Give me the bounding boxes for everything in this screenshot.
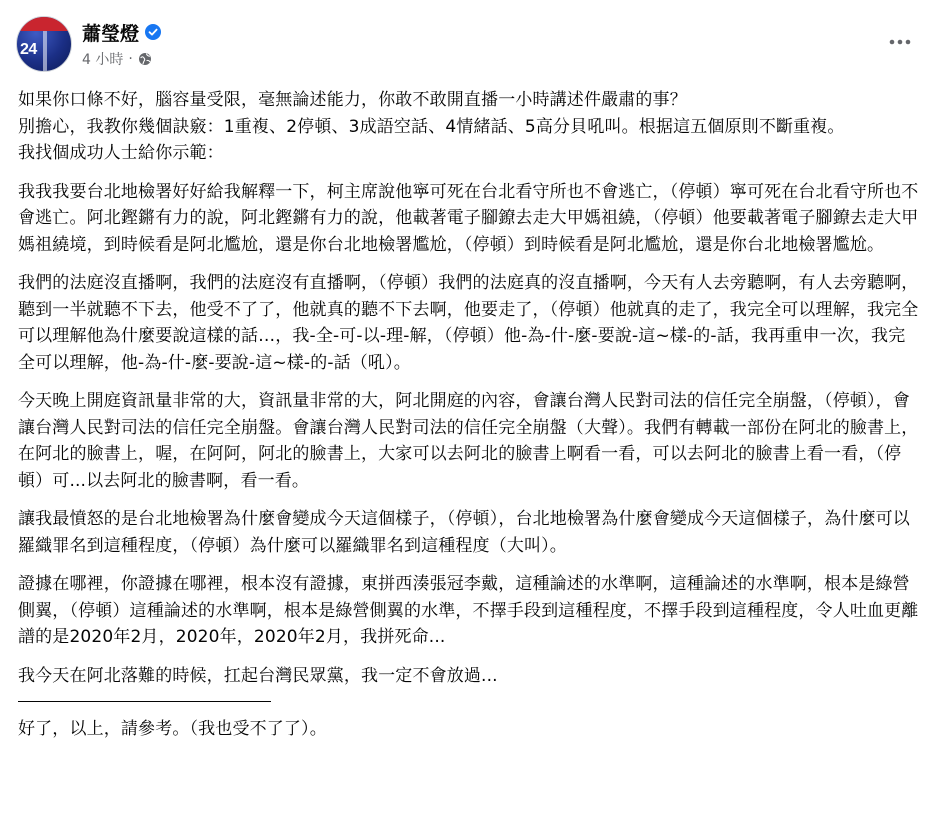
post-header xyxy=(16,16,922,76)
more-horizontal-icon xyxy=(889,39,911,45)
verified-badge-icon xyxy=(145,24,161,40)
author-block xyxy=(82,19,161,70)
author-name[interactable]: 蕭瑩燈 xyxy=(82,22,140,45)
post-paragraph: 我今天在阿北落難的時候，扛起台灣民眾黨，我一定不會放過... xyxy=(18,665,498,686)
divider-line xyxy=(18,701,271,702)
intro-line: 別擔心，我教你幾個訣竅：1重複、2停頓、3成語空話、4情緒話、5高分貝吼叫。根据這五個原則不斷重複。 xyxy=(18,116,845,137)
post-paragraph: 我們的法庭沒直播啊，我們的法庭沒有直播啊，（停頓）我們的法庭真的沒直播啊，今天有人去旁聽啊，有人去旁聽啊，聽到一半就聽不下去，他受不了了，他就真的聽不下去啊，他要走了，（停頓）他就真的走了，我完全可以理解，我完全可以理解他為什麼要說這樣的話…，我-全-可-以-理-解，（停頓）他-為-什-麼-要說-這~樣-的-話，我再重申一次，我完全可以理解，他-為-什-麼-要說-這~樣-的-話（吼）。 xyxy=(18,273,919,373)
more-options-button[interactable] xyxy=(882,24,918,60)
globe-icon[interactable] xyxy=(138,52,152,66)
post-paragraph: 讓我最憤怒的是台北地檢署為什麼會變成今天這個樣子，（停頓），台北地檢署為什麼會變成今天這個樣子，為什麼可以羅織罪名到這種程度，（停頓）為什麼可以羅織罪名到這種程度（大叫）。 xyxy=(18,509,910,556)
intro-line: 如果你口條不好，腦容量受限，毫無論述能力，你敢不敢開直播一小時講述件嚴肅的事？ xyxy=(18,90,687,110)
post-time[interactable]: 4 小時 xyxy=(82,52,124,68)
intro-line: 我找個成功人士給你示範： xyxy=(18,143,224,163)
post-paragraph: 今天晚上開庭資訊量非常的大，資訊量非常的大，阿北開庭的內容，會讓台灣人民對司法的信任完全崩盤，（停頓），會讓台灣人民對司法的信任完全崩盤。會讓台灣人民對司法的信任完全崩盤（大聲）。我們有轉載一部份在阿北的臉書上，在阿北的臉書上，喔，在阿阿，阿北的臉書上，大家可以去阿北的臉書上啊看一看，可以去阿北的臉書上看一看，（停頓）可...以去阿北的臉書啊，看一看。 xyxy=(18,391,919,491)
post-paragraph: 證據在哪裡，你證據在哪裡，根本沒有證據，東拼西湊張冠李戴，這種論述的水準啊，這種論述的水準啊，根本是綠營側翼，（停頓）這種論述的水準啊，根本是綠營側翼的水準，不擇手段到這種程度，不擇手段到這種程度，令人吐血更離譜的是2020年2月，2020年，2020年2月，我拼死命... xyxy=(18,574,919,647)
post-closing: 好了，以上，請參考。（我也受不了了）。 xyxy=(18,719,327,739)
post-paragraph: 我我我要台北地檢署好好給我解釋一下，柯主席說他寧可死在台北看守所也不會逃亡，（停頓）寧可死在台北看守所也不會逃亡。阿北鏗鏘有力的說，阿北鏗鏘有力的說，他載著電子腳鐐去走大甲媽祖繞，（停頓）他要載著電子腳鐐去走大甲媽祖繞境，到時候看是阿北尷尬，還是你台北地檢署尷尬，（停頓）到時候看是阿北尷尬，還是你台北地檢署尷尬。 xyxy=(18,181,919,255)
meta-separator: · xyxy=(128,51,133,67)
avatar[interactable] xyxy=(16,16,72,72)
post-body xyxy=(18,87,922,743)
post-meta xyxy=(82,48,161,70)
post-intro xyxy=(18,87,922,167)
avatar-jersey-number: 24 xyxy=(20,41,37,58)
avatar-jersey-stripe xyxy=(43,31,47,72)
avatar-jersey-trim xyxy=(17,17,72,31)
